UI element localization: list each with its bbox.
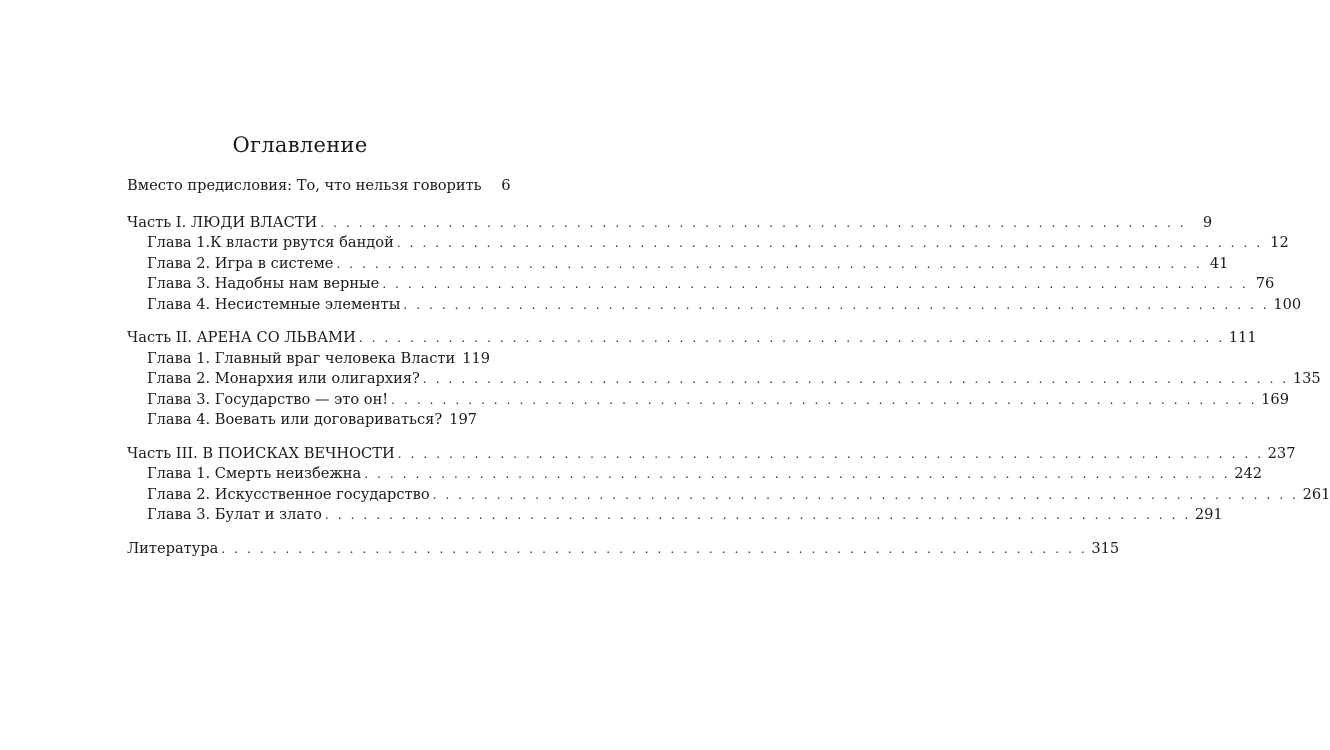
toc-entry-label: Глава 2. Искусственное государство: [147, 485, 430, 503]
toc-entry-chapter: [127, 233, 1289, 254]
toc-entry-chapter: [127, 464, 1263, 485]
toc-page-number: 135: [1292, 370, 1321, 387]
toc-part-1: [127, 213, 1302, 316]
toc-entry-preface: [127, 176, 511, 197]
toc-entry-part: [127, 444, 1296, 465]
toc-entry-part: [127, 328, 1257, 349]
toc-entry-label: Глава 2. Монархия или олигархия?: [147, 370, 420, 387]
toc-page-number: 315: [1091, 539, 1120, 557]
toc-entry-chapter: [127, 254, 1229, 275]
toc-page-number: 119: [462, 349, 491, 367]
toc-entry-label: Глава 1.К власти рвутся бандой: [147, 234, 394, 251]
toc-page-number: 6: [501, 177, 511, 194]
toc-entry-chapter: [127, 410, 478, 431]
toc-page-number: 197: [449, 411, 478, 428]
page-title: Оглавление: [232, 133, 368, 157]
toc-entry-label: Глава 3. Булат и злато: [147, 506, 322, 523]
toc-entry-label: Вместо предисловия: То, что нельзя говорить: [127, 177, 482, 194]
dot-leader: . . . . . . . . . . . . . . . . . . . . . . . . . . . . . . . . . . . . . . . . . . . . . . . . . . . . . . . . . . . . . . . . . . . .: [336, 256, 1203, 271]
toc-entry-label: Часть III. В ПОИСКАХ ВЕЧНОСТИ: [127, 444, 395, 462]
toc-entry-label: Глава 3. Надобны нам верные: [147, 275, 380, 292]
dot-leader: . . . . . . . . . . . . . . . . . . . . . . . . . . . . . . . . . . . . . . . . . . . . . . . . . . . . . . . . . . . . . . . . . . . .: [432, 487, 1299, 502]
toc-entry-label: Литература: [127, 539, 219, 557]
toc-entry-chapter: [127, 390, 1289, 411]
toc-entry-label: Глава 2. Игра в системе: [147, 254, 334, 272]
toc-page-number: 100: [1273, 295, 1302, 313]
dot-leader: . . . . . . . . . . . . . . . . . . . . . . . . . . . . . . . . . . . . . . . . . . . . . . . . . . . . . . . . . . . . . . . . . . . .: [324, 508, 1191, 522]
toc-entry-part: [127, 213, 1213, 234]
dot-leader: . . . . . . . . . . . . . . . . . . . . . . . . . . . . . . . . . . . . . . . . . . . . . . . . . . . . . . . . . . . . . . . . . . . .: [221, 541, 1088, 556]
toc-page-number: 76: [1255, 275, 1275, 292]
toc-page-number: 12: [1270, 234, 1289, 251]
toc-entry-label: Глава 3. Государство — это он!: [147, 390, 389, 408]
toc-entry-chapter: [127, 369, 1321, 390]
dot-leader: . . . . . . . . . . . . . . . . . . . . . . . . . . . . . . . . . . . . . . . . . . . . . . . . . . . . . . . . . . . . . . . . . . . .: [403, 297, 1270, 312]
toc-entry-chapter: [127, 485, 1330, 506]
table-of-contents: [127, 176, 1330, 559]
toc-part-3: [127, 444, 1330, 526]
toc-entry-chapter: [127, 505, 1223, 526]
toc-page-number: 111: [1228, 329, 1257, 346]
dot-leader: . . . . . . . . . . . . . . . . . . . . . . . . . . . . . . . . . . . . . . . . . . . . . . . . . . . . . . . . . . . . . . . . . . . .: [396, 236, 1263, 250]
toc-page-number: 237: [1267, 444, 1296, 462]
toc-page-number: 242: [1234, 465, 1263, 482]
dot-leader: . . . . . . . . . . . . . . . . . . . . . . . . . . . . . . . . . . . . . . . . . . . . . . . . . . . . . . . . . . . . . . . . . . . .: [391, 392, 1258, 407]
toc-entry-chapter: [127, 274, 1275, 295]
toc-page-number: 291: [1194, 506, 1223, 523]
toc-entry-label: Часть I. ЛЮДИ ВЛАСТИ: [127, 213, 318, 231]
toc-entry-label: Глава 1. Смерть неизбежна: [147, 465, 362, 482]
dot-leader: . . . . . . . . . . . . . . . . . . . . . . . . . . . . . . . . . . . . . . . . . . . . . . . . . . . . . . . . . . . . . . . . . . . .: [358, 331, 1225, 345]
toc-entry-label: Глава 4. Воевать или договариваться?: [147, 411, 443, 428]
toc-entry-label: Глава 4. Несистемные элементы: [147, 295, 401, 313]
toc-page-number: 9: [1202, 213, 1213, 231]
toc-entry-chapter: [127, 349, 491, 370]
dot-leader: . . . . . . . . . . . . . . . . . . . . . . . . . . . . . . . . . . . . . . . . . . . . . . . . . . . . . . . . . . . . . . . . . . . .: [397, 446, 1264, 461]
toc-entry-chapter: [127, 295, 1302, 316]
toc-entry-literature: [127, 539, 1120, 560]
toc-page-number: 41: [1209, 254, 1229, 272]
dot-leader: . . . . . . . . . . . . . . . . . . . . . . . . . . . . . . . . . . . . . . . . . . . . . . . . . . . . . . . . . . . . . . . . . . . .: [364, 467, 1231, 481]
dot-leader: . . . . . . . . . . . . . . . . . . . . . . . . . . . . . . . . . . . . . . . . . . . . . . . . . . . . . . . . . . . . . . . . . . . .: [382, 277, 1249, 291]
dot-leader: . . . . . . . . . . . . . . . . . . . . . . . . . . . . . . . . . . . . . . . . . . . . . . . . . . . . . . . . . . . . . . . . . . . .: [422, 372, 1289, 386]
dot-leader: . . . . . . . . . . . . . . . . . . . . . . . . . . . . . . . . . . . . . . . . . . . . . . . . . . . . . . . . . . . . . . . . . . . .: [320, 215, 1187, 230]
toc-entry-label: Часть II. АРЕНА СО ЛЬВАМИ: [127, 329, 356, 346]
toc-page-number: 261: [1302, 485, 1330, 503]
toc-page-number: 169: [1261, 390, 1289, 408]
toc-entry-label: Глава 1. Главный враг человека Власти: [147, 349, 456, 367]
toc-part-2: [127, 328, 1321, 431]
